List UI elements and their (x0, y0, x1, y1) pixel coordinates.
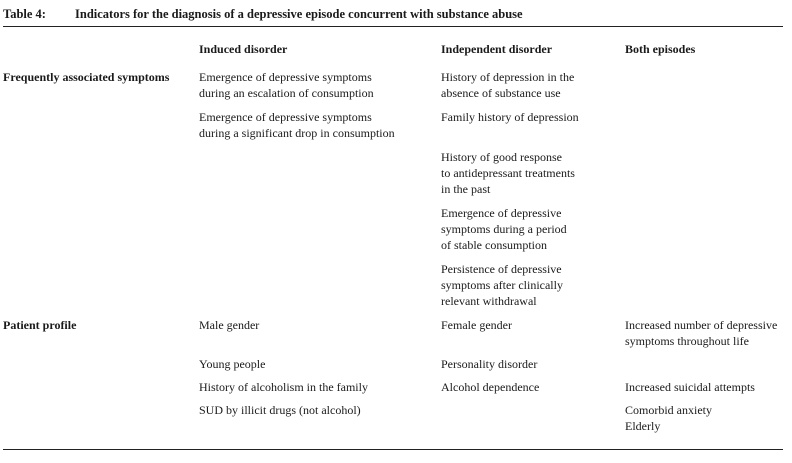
table-cell: Personality disorder (441, 357, 538, 371)
table-cell: Comorbid anxiety Elderly (625, 403, 712, 433)
table-cell: Young people (199, 357, 266, 371)
table-title: Indicators for the diagnosis of a depressive episode concurrent with substance abuse (75, 7, 523, 21)
top-rule (3, 26, 783, 27)
table-cell: Family history of depression (441, 110, 579, 124)
table-cell: History of good response to antidepressant treatments in the past (441, 150, 575, 196)
column-header-both: Both episodes (625, 42, 696, 56)
table-number: Table 4: (3, 7, 46, 21)
table-cell: Increased suicidal attempts (625, 380, 755, 394)
row-label-symptoms: Frequently associated symptoms (3, 70, 170, 84)
table-cell: History of alcoholism in the family (199, 380, 368, 394)
table-cell: Persistence of depressive symptoms after clinically relevant withdrawal (441, 262, 563, 308)
table-caption (3, 7, 523, 22)
table-cell: Increased number of depressive symptoms throughout life (625, 318, 778, 348)
column-header-independent: Independent disorder (441, 42, 553, 56)
table-cell: History of depression in the absence of substance use (441, 70, 575, 100)
table-cell: Emergence of depressive symptoms during an escalation of consumption (199, 70, 374, 100)
table-cell: Male gender (199, 318, 260, 332)
bottom-rule (3, 449, 783, 450)
row-label-patient-profile: Patient profile (3, 318, 77, 332)
column-header-induced: Induced disorder (199, 42, 288, 56)
table-cell: Emergence of depressive symptoms during a significant drop in consumption (199, 110, 395, 140)
table-cell: Alcohol dependence (441, 380, 540, 394)
table-cell: Female gender (441, 318, 512, 332)
table-cell: Emergence of depressive symptoms during a period of stable consumption (441, 206, 567, 252)
table-cell: SUD by illicit drugs (not alcohol) (199, 403, 361, 417)
